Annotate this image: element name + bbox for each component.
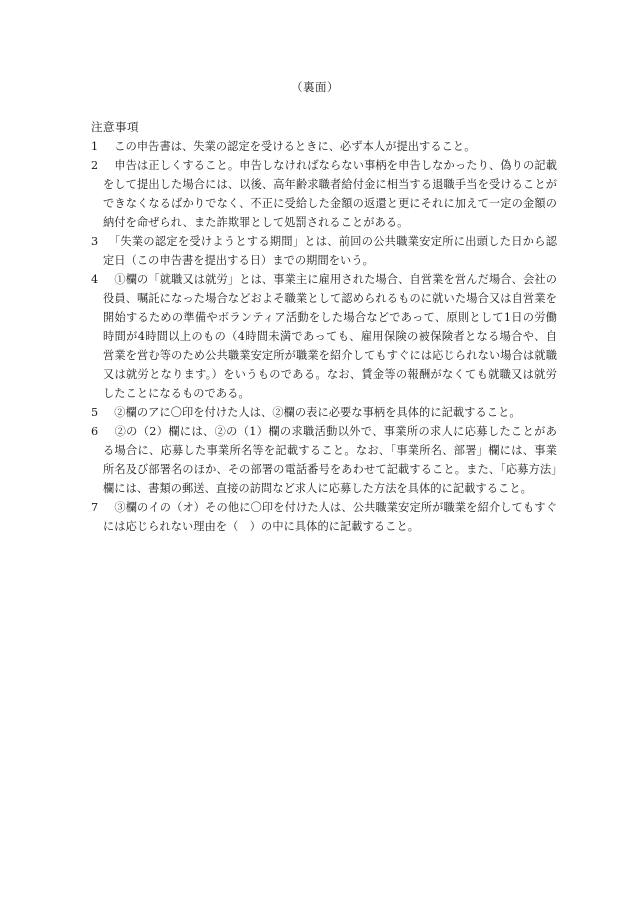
note-item — [91, 232, 557, 270]
note-item — [91, 270, 557, 403]
section-heading: 注意事項 — [91, 120, 139, 134]
note-number: 3 — [91, 235, 99, 248]
note-item — [91, 403, 557, 422]
note-item — [91, 137, 557, 156]
note-text: ③欄のイの（オ）その他に〇印を付けた人は、公共職業安定所が職業を紹介してもすぐには応じられない理由を（ ）の中に具体的に記載すること。 — [103, 501, 557, 533]
note-text: ①欄の「就職又は就労」とは、事業主に雇用された場合、自営業を営んだ場合、会社の役員、嘱託になった場合などおよそ職業として認められるものに就いた場合又は自営業を開始するための準備やボランティア活動をした場合などであって、原則として1日の労働時間が4時間以上のもの（4時間未満であっても、雇用保険の被保険者となる場合や、自営業を営む等のため公共職業安定所が職業を紹介してもすぐには応じられない場合は就職又は就労となります。）をいうものである。なお、賃金等の報酬がなくても就職又は就労したことになるものである。 — [103, 273, 557, 400]
note-text: 「失業の認定を受けようとする期間」とは、前回の公共職業安定所に出頭した日から認定日（この申告書を提出する日）までの期間をいう。 — [103, 235, 557, 267]
note-item — [91, 156, 557, 232]
page-side-label: （裏面） — [291, 80, 339, 94]
note-number: 6 — [91, 425, 99, 438]
note-text: この申告書は、失業の認定を受けるときに、必ず本人が提出すること。 — [103, 140, 476, 153]
note-number: 7 — [91, 501, 99, 514]
notes-list — [91, 137, 557, 536]
note-number: 4 — [91, 273, 99, 286]
note-text: ②の（2）欄には、②の（1）欄の求職活動以外で、事業所の求人に応募したことがある場合に、応募した事業所名等を記載すること。なお、「事業所名、部署」欄には、事業所名及び部署名のほか、その部署の電話番号をあわせて記載すること。また、「応募方法」欄には、書類の郵送、直接の訪問など求人に応募した方法を具体的に記載すること。 — [103, 425, 557, 495]
note-text: 申告は正しくすること。申告しなければならない事柄を申告しなかったり、偽りの記載をして提出した場合には、以後、高年齢求職者給付金に相当する退職手当を受けることができなくなるばかりでなく、不正に受給した金額の返還と更にそれに加えて一定の金額の納付を命ぜられ、また詐欺罪として処罰されることがある。 — [103, 159, 557, 229]
note-number: 2 — [91, 159, 99, 172]
note-number: 1 — [91, 140, 99, 153]
note-number: 5 — [91, 406, 99, 419]
note-item — [91, 422, 557, 498]
note-text: ②欄のアに〇印を付けた人は、②欄の表に必要な事柄を具体的に記載すること。 — [103, 406, 521, 419]
note-item — [91, 498, 557, 536]
